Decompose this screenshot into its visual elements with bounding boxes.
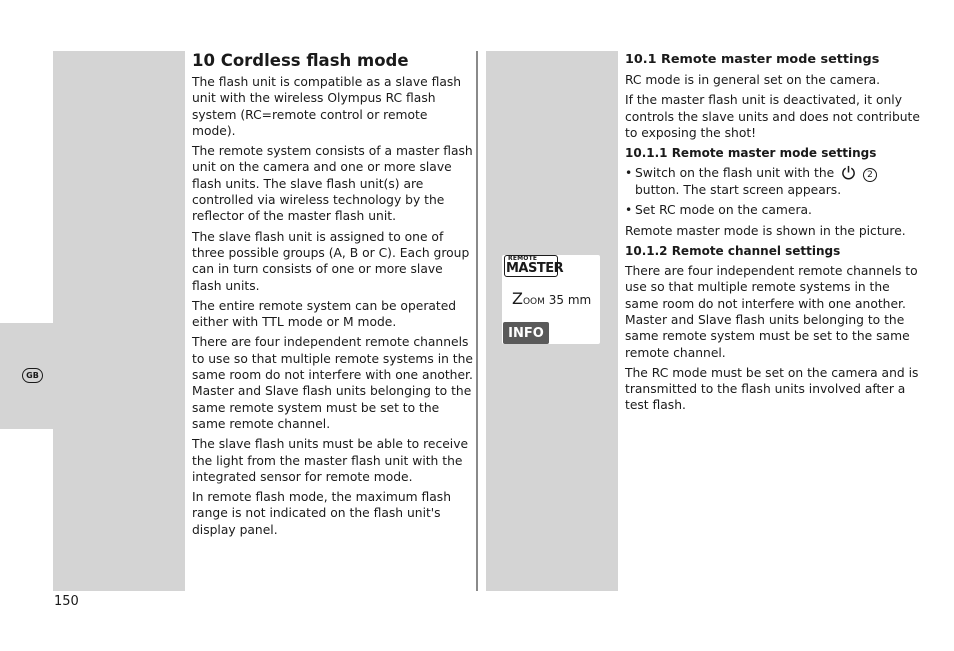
paragraph: If the master flash unit is deactivated, it only controls the slave units and does not contribute to exposing the shot! (625, 93, 920, 140)
bullet-item (625, 165, 925, 198)
paragraph: Remote master mode is shown in the picture. (625, 223, 906, 238)
zoom-z: Z (512, 289, 523, 308)
paragraph: The slave flash unit is assigned to one of three possible groups (A, B or C). Each group can in turn consists of one or more slave flash units. (192, 229, 470, 293)
power-icon (841, 165, 856, 180)
language-badge: GB (22, 368, 43, 383)
paragraph: The entire remote system can be operated either with TTL mode or M mode. (192, 298, 457, 330)
paragraph: There are four independent remote channels to use so that multiple remote systems in the same room do not interfere with one another. Master and Slave flash units belonging to the same remote system must be set to the same remote channel. (625, 264, 918, 360)
bullet-text-start: Switch on the flash unit with the (635, 166, 835, 181)
paragraph: There are four independent remote channels to use so that multiple remote systems in the same room do not interfere with one another. Master and Slave flash units belonging to the same remote system must be set to the same remote channel. (192, 335, 473, 431)
paragraph: RC mode is in general set on the camera. (625, 73, 881, 87)
subsection-title: 10.1 Remote master mode settings (625, 52, 880, 67)
zoom-value: 35 mm (548, 293, 592, 307)
subsubsection-title: 10.1.2 Remote channel settings (625, 244, 841, 259)
paragraph: The flash unit is compatible as a slave flash unit with the wireless Olympus RC flash system (RC=remote control or remote mode). (192, 75, 462, 138)
page-number: 150 (54, 594, 79, 609)
left-margin-bar (53, 51, 185, 591)
lcd-display-illustration (502, 255, 600, 344)
paragraph: The slave flash units must be able to receive the light from the master flash unit with the integrated sensor for remote mode. (192, 437, 469, 484)
bullet-mark: • (625, 203, 633, 218)
right-column (625, 52, 925, 418)
bullet-text (635, 165, 877, 198)
left-column (192, 52, 474, 542)
bullet-text-cont: button. The start screen appears. (635, 183, 842, 198)
paragraph: The RC mode must be set on the camera and is transmitted to the flash units involved after a test flash. (625, 365, 919, 413)
paragraph: The remote system consists of a master flash unit on the camera and one or more slave flash units. The slave flash unit(s) are controlled via wireless technology by the reflector of the master flash unit. (192, 144, 473, 224)
paragraph: In remote flash mode, the maximum flash range is not indicated on the flash unit's display panel. (192, 490, 451, 537)
zoom-label: OOM (522, 297, 545, 307)
zoom-readout (512, 289, 591, 308)
bullet-mark: • (625, 166, 633, 181)
circled-number: 2 (863, 168, 877, 182)
remote-master-badge (504, 255, 564, 277)
section-title: 10 Cordless flash mode (192, 51, 409, 70)
bullet-text: Set RC mode on the camera. (635, 203, 812, 218)
remote-label: REMOTE (508, 255, 538, 262)
bullet-item (625, 202, 925, 218)
master-label: MASTER (506, 261, 564, 276)
subsubsection-title: 10.1.1 Remote master mode settings (625, 146, 877, 161)
column-divider (476, 51, 478, 591)
info-label: INFO (503, 322, 549, 344)
